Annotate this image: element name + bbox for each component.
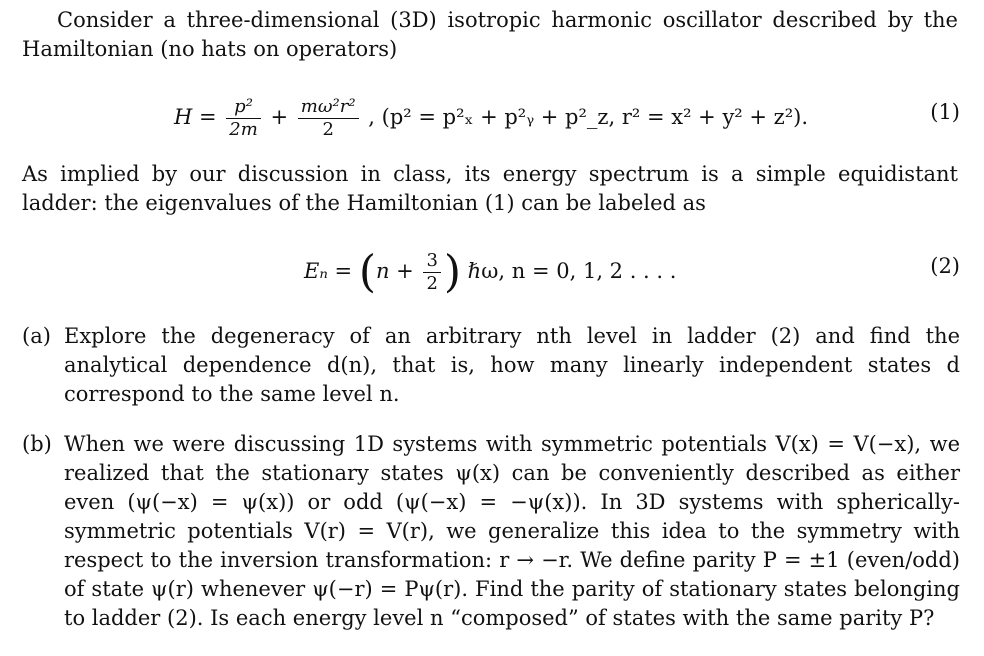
eq2-lhs: Eₙ = xyxy=(304,259,353,283)
eq1-frac-kinetic xyxy=(226,96,261,141)
question-b-label: (b) xyxy=(22,432,52,456)
eq1-frac-kinetic-num: p² xyxy=(226,96,261,119)
eq1-frac-potential-den: 2 xyxy=(322,119,334,140)
eq1-plus: + xyxy=(270,105,289,129)
equation-2-body xyxy=(304,236,676,308)
eq1-frac-kinetic-den: 2m xyxy=(229,119,258,140)
equation-2 xyxy=(22,236,960,306)
equation-1 xyxy=(22,82,960,152)
eq2-frac-den: 2 xyxy=(426,273,438,294)
eq1-frac-potential xyxy=(298,96,359,141)
question-b-text: When we were discussing 1D systems with symmetric potentials V(x) = V(−x), we realized that the stationary states ψ(x) can be conveniently described as either even (ψ(−x) = ψ(x)) or odd (ψ(−x) = −ψ(x)). In 3D systems with spherically-symmetric potentials V(r) = V(r), we generalize this idea to the symmetry with respect to the inversion transformation: r → −r. We define parity P = ±1 (even/odd) of state ψ(r) whenever ψ(−r) = Pψ(r). Find the parity of stationary states belonging to ladder (2). Is each energy level n “composed” of states with the same parity P? xyxy=(64,432,960,630)
eq2-paren-close: ) xyxy=(443,246,462,298)
eq2-paren-open: ( xyxy=(358,246,376,298)
equation-2-number: (2) xyxy=(930,254,960,278)
eq2-tail: ℏω, n = 0, 1, 2 . . . . xyxy=(467,259,677,283)
question-a-text: Explore the degeneracy of an arbitrary nth level in ladder (2) and find the analytical dependence d(n), that is, how many linearly independent states d correspond to the same level n. xyxy=(64,324,960,406)
equation-1-number: (1) xyxy=(930,100,960,124)
equation-1-body xyxy=(174,82,808,152)
eq2-frac xyxy=(423,250,440,295)
spectrum-paragraph: As implied by our discussion in class, its energy spectrum is a simple equidistant ladder: the eigenvalues of the Hamiltonian (1) can be labeled as xyxy=(22,162,958,215)
eq2-n-plus: n + xyxy=(375,259,414,283)
eq2-frac-num: 3 xyxy=(423,250,440,273)
eq1-tail: , (p² = p²ₓ + p²ᵧ + p²_z, r² = x² + y² + z²). xyxy=(368,105,809,129)
eq1-frac-potential-num: mω²r² xyxy=(298,96,359,119)
intro-paragraph: Consider a three-dimensional (3D) isotropic harmonic oscillator described by the Hamiltonian (no hats on operators) xyxy=(22,8,958,61)
question-a-label: (a) xyxy=(22,324,51,348)
eq1-lhs: H = xyxy=(174,105,217,129)
